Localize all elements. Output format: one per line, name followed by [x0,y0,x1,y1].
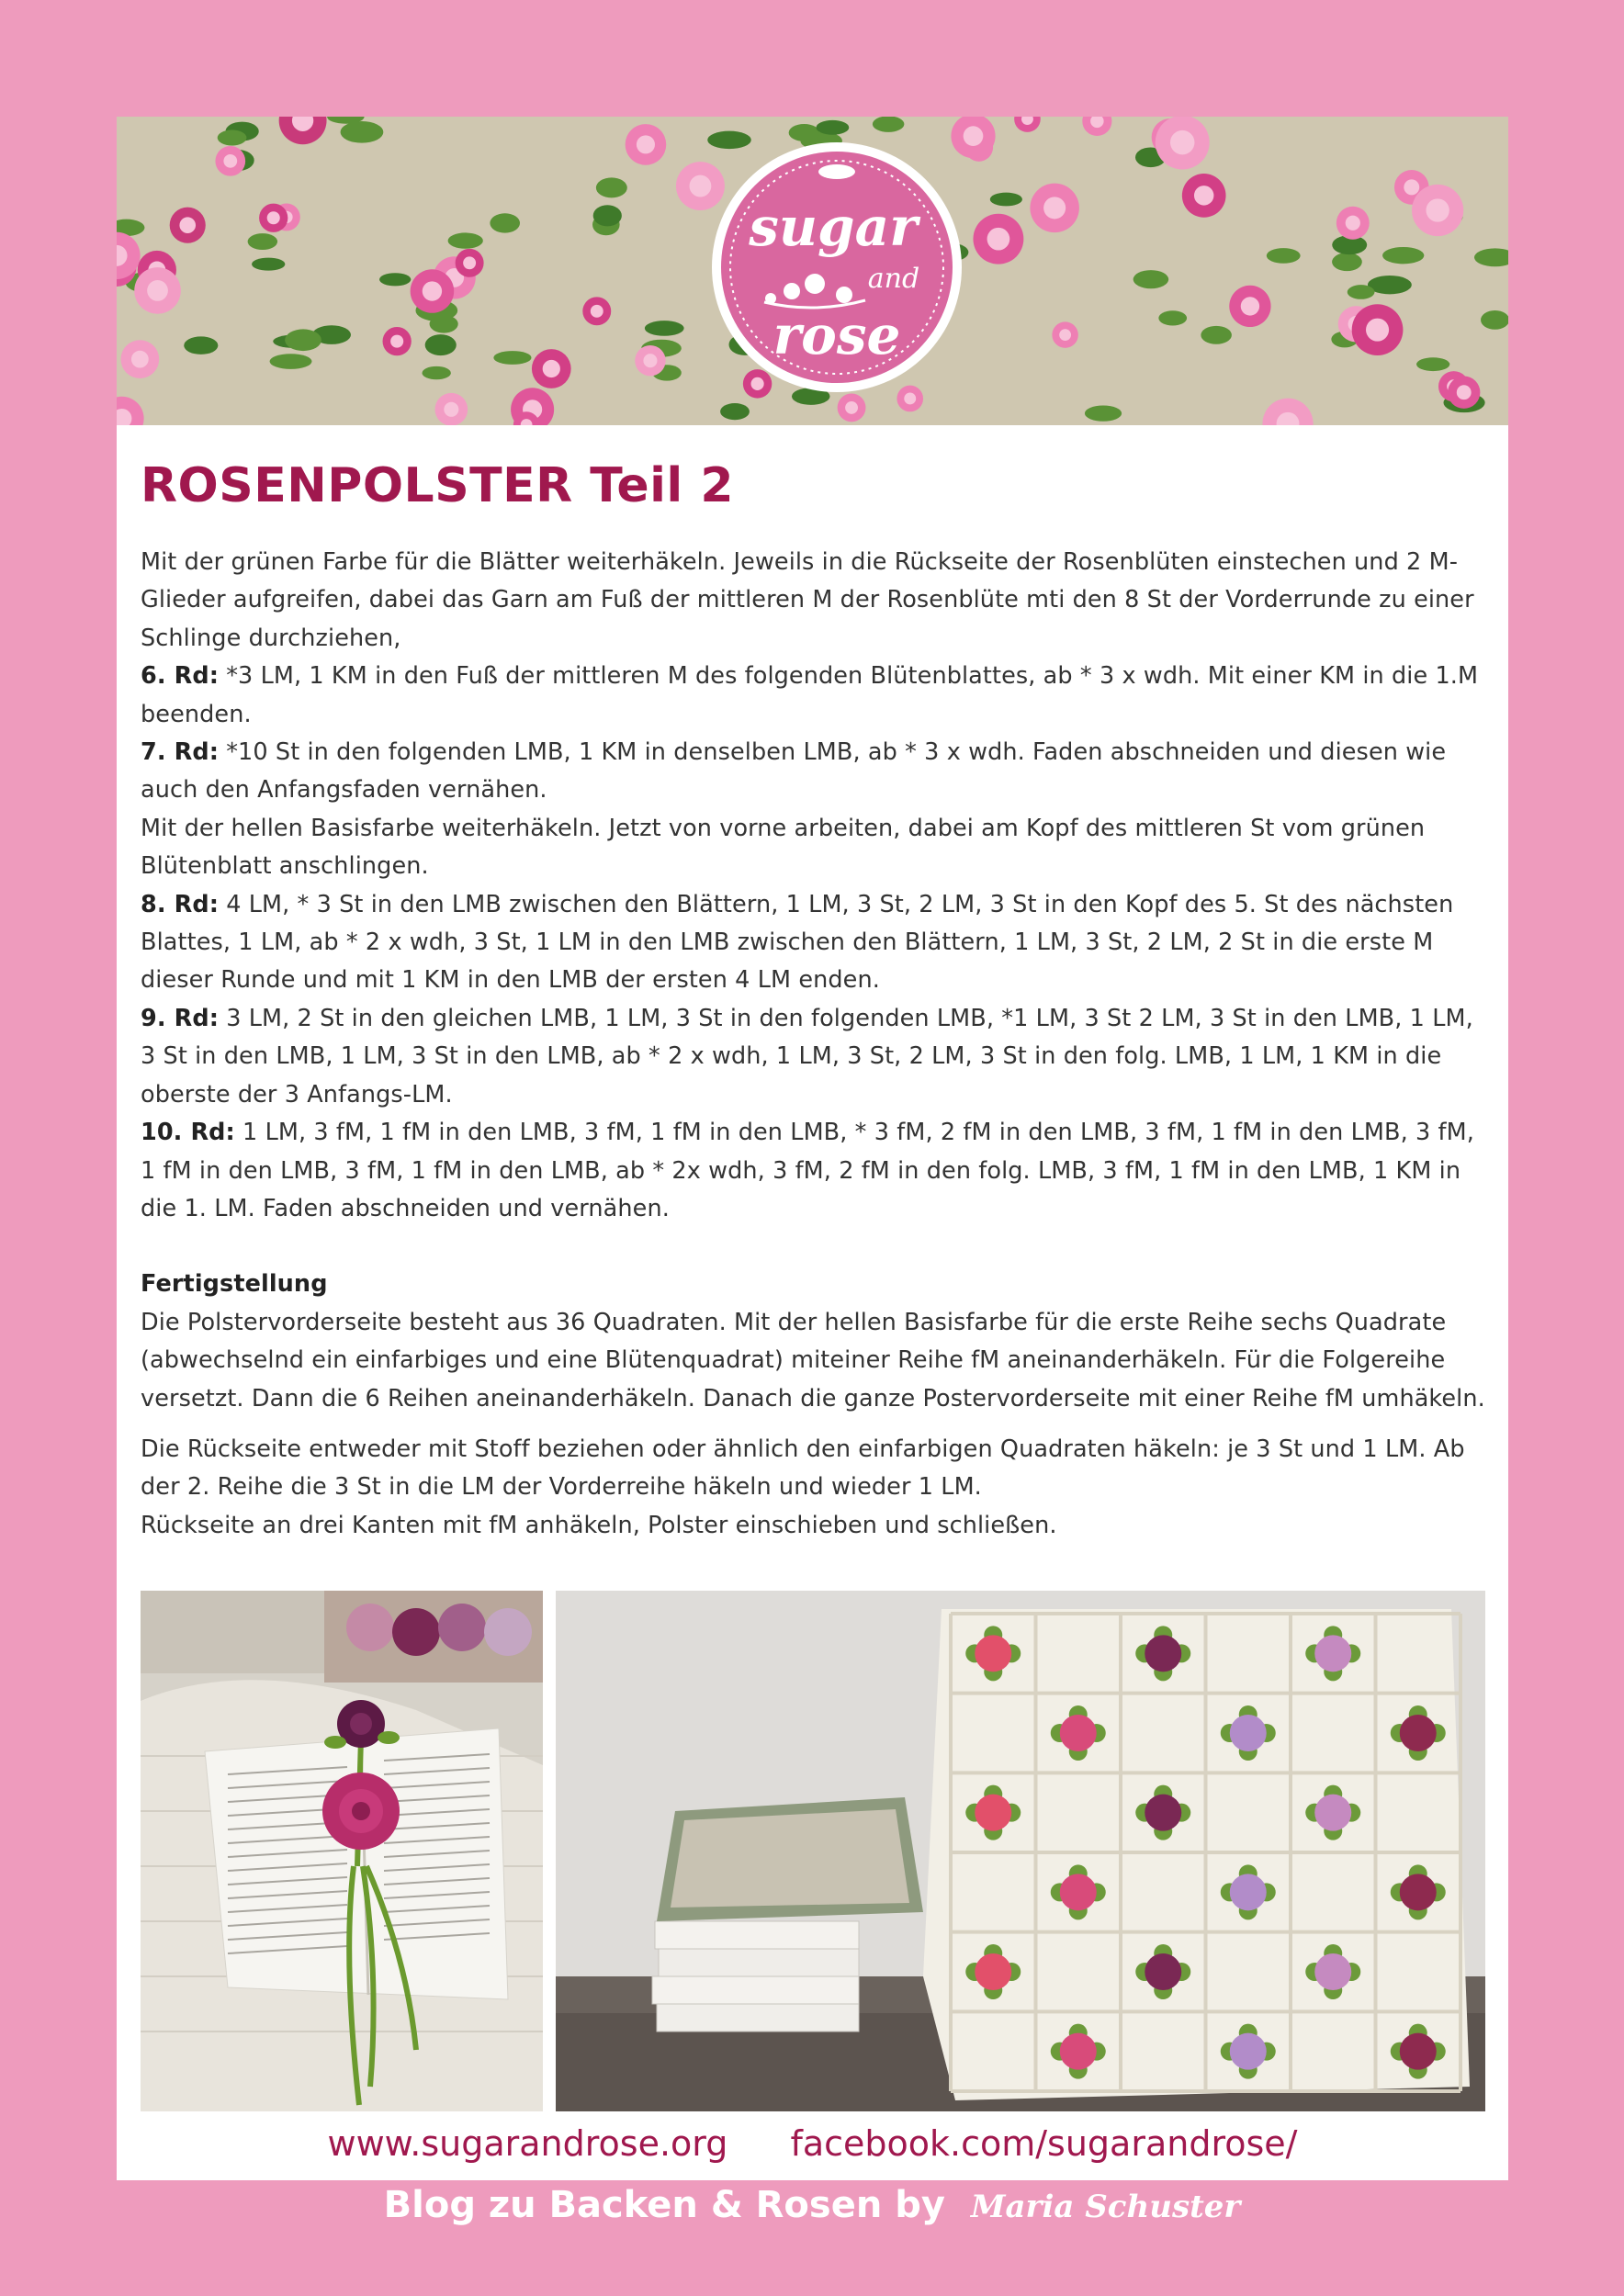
footer-links [117,2123,1508,2178]
tagline-text: Blog zu Backen & Rosen by [383,2184,945,2226]
logo-word-1: sugar [749,196,918,258]
sugar-and-rose-logo [712,142,962,392]
round-label: 8. Rd: [141,890,219,918]
round-text: *3 LM, 1 KM in den Fuß der mittleren M des folgenden Blütenblattes, ab * 3 x wdh. Mit einer KM in die 1.M beenden. [141,662,1479,728]
instructions-body [141,544,1486,1545]
intro-paragraph: Mit der grünen Farbe für die Blätter weiterhäkeln. Jeweils in die Rückseite der Rosenblüten einstechen und 2 M-Glieder aufgreifen, dabei das Garn am Fuß der mittleren M der Rosenblüte mti den 8 St der Vorderrunde zu einer Schlinge durchziehen, [141,548,1474,652]
facebook-link[interactable]: facebook.com/sugarandrose/ [790,2123,1298,2164]
round-10 [141,1114,1486,1228]
round-text: 3 LM, 2 St in den gleichen LMB, 1 LM, 3 St in den folgenden LMB, *1 LM, 3 St 2 LM, 3 St in den LMB, 1 LM, 3 St in den LMB, 1 LM, 3 St in den LMB, ab * 2 x wdh, 1 LM, 3 St, 2 LM, 3 St in den folg. LMB, 1 LM, 1 KM in die oberste der 3 Anfangs-LM. [141,1004,1473,1109]
round-text: *10 St in den folgenden LMB, 1 KM in denselben LMB, ab * 3 x wdh. Faden abschneiden und diesen wie auch den Anfangsfaden vernähen. [141,738,1447,805]
bookmark-photo [141,1591,543,2111]
finishing-paragraph-2: Die Rückseite entweder mit Stoff beziehen oder ähnlich den einfarbigen Quadraten häkeln: je 3 St und 1 LM. Ab der 2. Reihe die 3 St in die LM der Vorderreihe häkeln und wieder 1 LM. [141,1435,1465,1502]
website-link[interactable]: www.sugarandrose.org [327,2123,728,2164]
pillow-photo [556,1591,1485,2111]
round-label: 10. Rd: [141,1119,235,1147]
round-8 [141,886,1486,1000]
round-label: 9. Rd: [141,1004,219,1032]
round-label: 7. Rd: [141,738,219,767]
middle-paragraph: Mit der hellen Basisfarbe weiterhäkeln. Jetzt von vorne arbeiten, dabei am Kopf des mittleren St vom grünen Blütenblatt anschlingen. [141,814,1426,881]
round-text: 4 LM, * 3 St in den LMB zwischen den Blättern, 1 LM, 3 St, 2 LM, 3 St in den Kopf des 5. St des nächsten Blattes, 1 LM, ab * 2 x wdh, 3 St, 1 LM in den LMB zwischen den Blättern, 1 LM, 3 St, 2 LM, 2 St in die erste M dieser Runde und mit 1 KM in den LMB der ersten 4 LM enden. [141,890,1454,995]
round-label: 6. Rd: [141,662,219,691]
round-6 [141,658,1486,734]
logo-word-3: rose [773,304,901,366]
finishing-paragraph-1: Die Polstervorderseite besteht aus 36 Quadraten. Mit der hellen Basisfarbe für die erste Reihe sechs Quadrate (abwechselnd ein einfarbiges und eine Blütenquadrat) miteiner Reihe fM aneinanderhäkeln. Für die Folgereihe versetzt. Dann die 6 Reihen aneinanderhäkeln. Danach die ganze Postervorderseite mit einer Reihe fM umhäkeln. [141,1308,1485,1412]
page-title: ROSENPOLSTER Teil 2 [141,458,735,513]
round-text: 1 LM, 3 fM, 1 fM in den LMB, 3 fM, 1 fM in den LMB, * 3 fM, 2 fM in den LMB, 3 fM, 1 fM in den LMB, 3 fM, 1 fM in den LMB, 3 fM, 1 fM in den LMB, ab * 2x wdh, 3 fM, 2 fM in den folg. LMB, 3 fM, 1 fM in den LMB, 1 KM in die 1. LM. Faden abschneiden und vernähen. [141,1119,1474,1222]
page-card [117,117,1508,2180]
round-7 [141,734,1486,810]
banner-illustration [117,117,1508,425]
round-9 [141,1000,1486,1114]
finishing-paragraph-3: Rückseite an drei Kanten mit fM anhäkeln, Polster einschieben und schließen. [141,1511,1057,1539]
rose-banner-image [117,117,1508,425]
blog-tagline [0,2184,1624,2239]
finishing-heading: Fertigstellung [141,1270,328,1299]
logo-word-2: and [867,263,920,295]
author-name: Maria Schuster [970,2189,1241,2225]
